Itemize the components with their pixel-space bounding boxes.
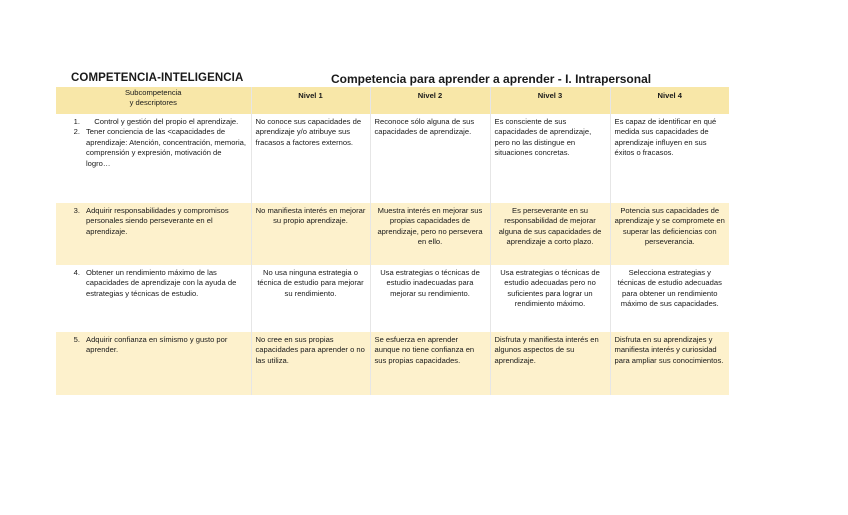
descriptor-cell	[56, 114, 251, 203]
table-row	[56, 114, 729, 203]
level-cell: Usa estrategias o técnicas de estudio adecuadas pero no suficientes para lograr un rendimiento máximo.	[490, 265, 610, 332]
descriptor-item	[60, 127, 247, 169]
descriptor-number: 4.	[73, 268, 80, 277]
header-sub-line2: y descriptores	[129, 98, 177, 107]
descriptor-text: Control y gestión del propio el aprendizaje.	[94, 117, 239, 126]
descriptor-number: 5.	[73, 335, 80, 344]
level-cell: Es perseverante en su responsabilidad de mejorar alguna de sus capacidades de aprendizaje a corto plazo.	[490, 203, 610, 265]
level-cell: Disfruta en su aprendizajes y manifiesta interés y curiosidad para ampliar sus conocimientos.	[610, 332, 729, 395]
descriptor-cell	[56, 203, 251, 265]
descriptor-text: Adquirir confianza en símismo y gusto por aprender.	[86, 335, 228, 355]
descriptor-item	[60, 206, 247, 237]
level-cell: Potencia sus capacidades de aprendizaje y se compromete en superar las deficiencias con perseverancia.	[610, 203, 729, 265]
descriptor-text: Adquirir responsabilidades y compromisos personales siendo perseverante en el aprendizaje.	[86, 206, 229, 236]
level-cell: Es capaz de identificar en qué medida sus capacidades de aprendizaje influyen en sus éxitos o fracasos.	[610, 114, 729, 203]
level-cell: No usa ninguna estrategia o técnica de estudio para mejorar su rendimiento.	[251, 265, 370, 332]
header-nivel-4: Nivel 4	[610, 87, 729, 114]
table-row	[56, 203, 729, 265]
header-nivel-3: Nivel 3	[490, 87, 610, 114]
descriptor-text: Obtener un rendimiento máximo de las capacidades de aprendizaje con la ayuda de estrategias y técnicas de estudio.	[86, 268, 237, 298]
descriptor-cell	[56, 332, 251, 395]
descriptor-item	[60, 268, 247, 299]
level-cell: Selecciona estrategias y técnicas de estudio adecuadas para obtener un rendimiento máximo de sus capacidades.	[610, 265, 729, 332]
level-cell: No manifiesta interés en mejorar su propio aprendizaje.	[251, 203, 370, 265]
header-sub-line1: Subcompetencia	[124, 88, 182, 97]
level-cell: Se esfuerza en aprender aunque no tiene confianza en sus propias capacidades.	[370, 332, 490, 395]
header-subcompetencia	[56, 87, 251, 114]
level-cell: Muestra interés en mejorar sus propias capacidades de aprendizaje, pero no persevera en ello.	[370, 203, 490, 265]
descriptor-text: Tener conciencia de las <capacidades de aprendizaje: Atención, concentración, memoria, comprensión y expresión, motivación de logro…	[86, 127, 246, 168]
table-row	[56, 332, 729, 395]
descriptor-cell	[56, 265, 251, 332]
level-cell: Reconoce sólo alguna de sus capacidades de aprendizaje.	[370, 114, 490, 203]
header-row	[56, 87, 729, 114]
level-cell: Disfruta y manifiesta interés en algunos aspectos de su aprendizaje.	[490, 332, 610, 395]
level-cell: Es consciente de sus capacidades de aprendizaje, pero no las distingue en situaciones concretas.	[490, 114, 610, 203]
table-row	[56, 265, 729, 332]
descriptor-item	[60, 335, 247, 356]
descriptor-number: 3.	[73, 206, 80, 215]
level-cell: Usa estrategias o técnicas de estudio inadecuadas para mejorar su rendimiento.	[370, 265, 490, 332]
level-cell: No cree en sus propias capacidades para aprender o no las utiliza.	[251, 332, 370, 395]
competence-title: COMPETENCIA-INTELIGENCIA	[71, 72, 244, 84]
descriptor-number: 2.	[73, 127, 80, 137]
header-nivel-2: Nivel 2	[370, 87, 490, 114]
descriptor-item	[60, 117, 247, 127]
rubric-table	[56, 87, 729, 395]
level-cell: No conoce sus capacidades de aprendizaje y/o atribuye sus fracasos a factores externos.	[251, 114, 370, 203]
descriptor-number: 1.	[73, 117, 80, 126]
header-nivel-1: Nivel 1	[251, 87, 370, 114]
competence-subtitle: Competencia para aprender a aprender - I. Intrapersonal	[331, 72, 652, 86]
